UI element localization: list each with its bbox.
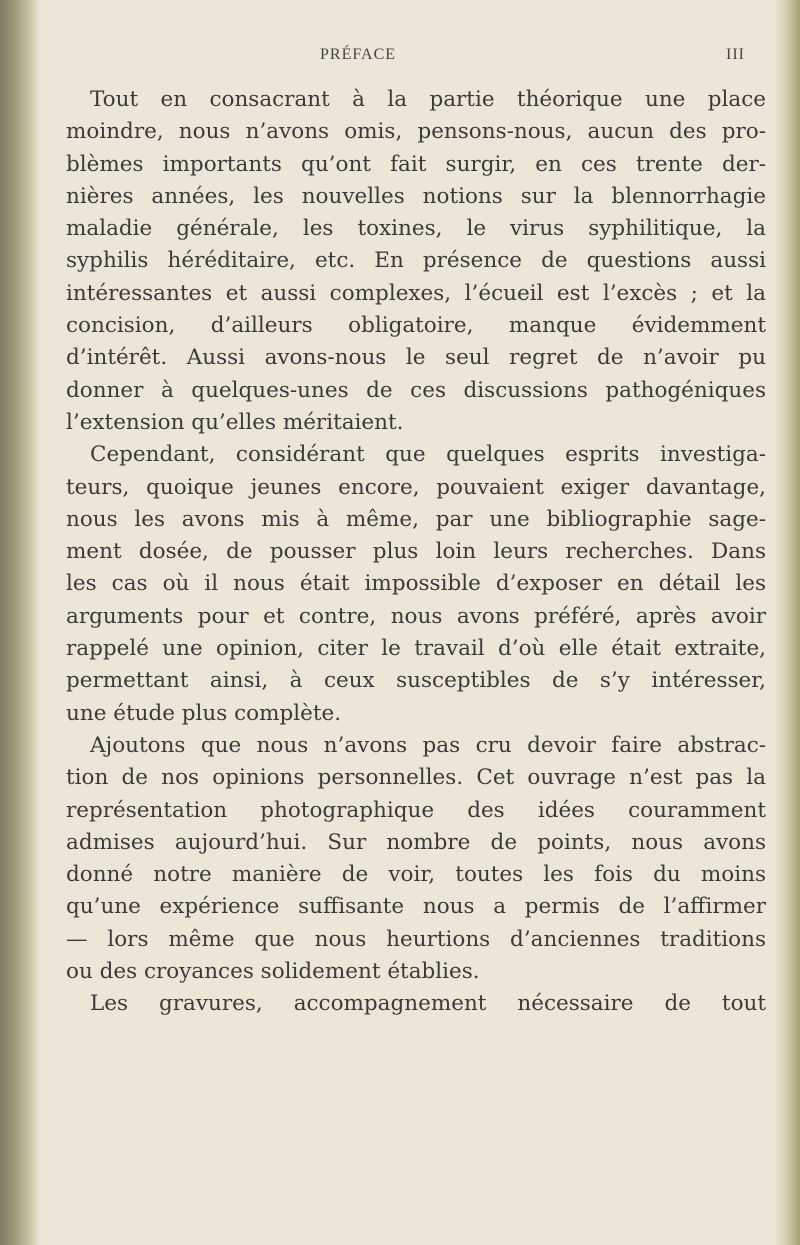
- page-left-edge-shadow: [0, 0, 40, 1245]
- text-line: qu’une expérience suffisante nous a permis de l’affirmer: [66, 894, 766, 920]
- text-line: blèmes importants qu’ont fait surgir, en ces trente der-: [66, 151, 766, 177]
- text-line: rappelé une opinion, citer le travail d’où elle était extraite,: [66, 636, 766, 662]
- text-line: nous les avons mis à même, par une bibliographie sage-: [66, 506, 766, 532]
- text-line: nières années, les nouvelles notions sur la blennorrhagie: [66, 183, 766, 209]
- text-line: Cependant, considérant que quelques esprits investiga-: [90, 442, 766, 468]
- text-line: Tout en consacrant à la partie théorique une place: [90, 87, 766, 112]
- running-head: PRÉFACE: [320, 46, 397, 63]
- text-line: maladie générale, les toxines, le virus syphilitique, la: [66, 216, 766, 242]
- text-line: — lors même que nous heurtions d’anciennes traditions: [66, 926, 766, 952]
- text-line: arguments pour et contre, nous avons préféré, après avoir: [66, 603, 766, 629]
- text-line: teurs, quoique jeunes encore, pouvaient exiger davantage,: [66, 474, 766, 500]
- text-line: donner à quelques-unes de ces discussions pathogéniques: [66, 377, 766, 403]
- page-number: III: [726, 46, 745, 63]
- text-line: syphilis héréditaire, etc. En présence de questions aussi: [66, 248, 766, 274]
- text-line: l’extension qu’elles méritaient.: [66, 409, 404, 435]
- text-line: les cas où il nous était impossible d’exposer en détail les: [66, 571, 766, 597]
- body-text: [66, 84, 766, 1021]
- text-line: concision, d’ailleurs obligatoire, manque évidemment: [66, 313, 766, 339]
- page-header: [0, 46, 800, 70]
- text-line: d’intérêt. Aussi avons-nous le seul regret de n’avoir pu: [66, 345, 766, 371]
- text-line: ou des croyances solidement établies.: [66, 959, 480, 985]
- text-line: intéressantes et aussi complexes, l’écueil est l’excès ; et la: [66, 280, 766, 306]
- text-line: permettant ainsi, à ceux susceptibles de s’y intéresser,: [66, 668, 766, 694]
- text-line: Les gravures, accompagnement nécessaire de tout: [90, 991, 766, 1017]
- text-line: Ajoutons que nous n’avons pas cru devoir faire abstrac-: [90, 732, 766, 758]
- text-line: représentation photographique des idées couramment: [66, 797, 766, 823]
- text-line: admises aujourd’hui. Sur nombre de points, nous avons: [66, 829, 766, 855]
- text-line: une étude plus complète.: [66, 700, 342, 726]
- text-line: moindre, nous n’avons omis, pensons-nous, aucun des pro-: [66, 119, 766, 145]
- page-right-edge-shadow: [774, 0, 800, 1245]
- text-line: ment dosée, de pousser plus loin leurs recherches. Dans: [66, 539, 766, 565]
- text-line: donné notre manière de voir, toutes les fois du moins: [66, 862, 766, 888]
- text-line: tion de nos opinions personnelles. Cet ouvrage n’est pas la: [66, 765, 766, 791]
